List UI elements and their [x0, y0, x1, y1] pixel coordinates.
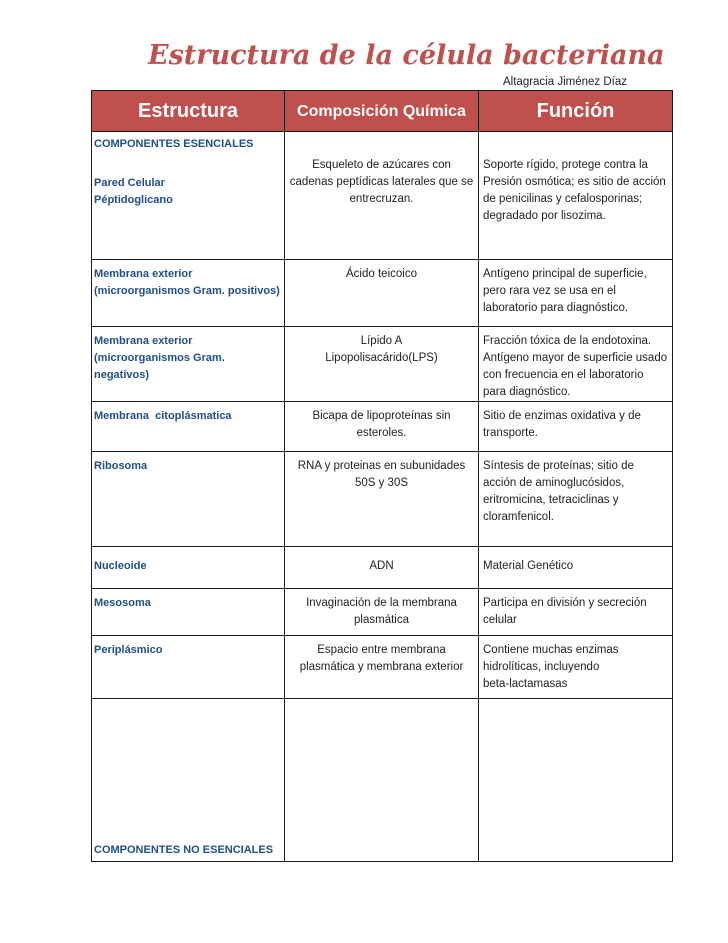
- table-row: [92, 589, 673, 636]
- structure-cell: Membrana exterior (microorganismos Gram. positivos): [92, 260, 285, 327]
- table-row: [92, 402, 673, 452]
- composition-cell: Ácido teicoico: [285, 260, 479, 327]
- structure-cell: Periplásmico: [92, 636, 285, 699]
- document-title: Estructura de la célula bacteriana: [148, 40, 665, 71]
- table-row: [92, 260, 673, 327]
- table-row: [92, 699, 673, 862]
- composition-cell: Lípido A Lipopolisacárido(LPS): [285, 327, 479, 402]
- author-name: Altagracia Jiménez Díaz: [503, 76, 627, 88]
- section-label-nonessential: COMPONENTES NO ESENCIALES: [94, 844, 274, 856]
- section-label-essential: COMPONENTES ESENCIALES: [94, 138, 254, 150]
- function-cell: Soporte rígido, protege contra la Presión osmótica; es sitio de acción de penicilinas y cefalosporinas; degradado por lisozima.: [479, 132, 673, 260]
- function-cell: Antígeno principal de superficie, pero rara vez se usa en el laboratorio para diagnóstico.: [479, 260, 673, 327]
- composition-cell: Esqueleto de azúcares con cadenas peptídicas laterales que se entrecruzan.: [285, 132, 479, 260]
- table-row: [92, 327, 673, 402]
- function-cell: Contiene muchas enzimas hidrolíticas, incluyendo beta-lactamasas: [479, 636, 673, 699]
- structure-cell: Membrana citoplásmatica: [92, 402, 285, 452]
- header-estructura: Estructura: [92, 91, 285, 132]
- structure-name: Pared Celular Péptidoglicano: [94, 177, 173, 206]
- structure-cell: [92, 699, 285, 862]
- header-row: [92, 91, 673, 132]
- function-cell: Sitio de enzimas oxidativa y de transporte.: [479, 402, 673, 452]
- structure-cell: Nucleoide: [92, 547, 285, 589]
- table-row: [92, 636, 673, 699]
- structure-cell: Ribosoma: [92, 452, 285, 547]
- structure-table: [91, 90, 673, 862]
- function-cell: Material Genético: [479, 547, 673, 589]
- header-composicion: Composición Química: [285, 91, 479, 132]
- composition-cell: ADN: [285, 547, 479, 589]
- structure-cell: [92, 132, 285, 260]
- composition-cell: Bicapa de lipoproteínas sin esteroles.: [285, 402, 479, 452]
- function-cell: Síntesis de proteínas; sitio de acción de aminoglucósidos, eritromicina, tetraciclinas y cloramfenicol.: [479, 452, 673, 547]
- structure-cell: Mesosoma: [92, 589, 285, 636]
- composition-cell: RNA y proteinas en subunidades 50S y 30S: [285, 452, 479, 547]
- function-cell: [479, 699, 673, 862]
- composition-cell: [285, 699, 479, 862]
- table-row: [92, 132, 673, 260]
- composition-cell: Invaginación de la membrana plasmática: [285, 589, 479, 636]
- composition-cell: Espacio entre membrana plasmática y membrana exterior: [285, 636, 479, 699]
- function-cell: Fracción tóxica de la endotoxina. Antígeno mayor de superficie usado con frecuencia en el laboratorio para diagnóstico.: [479, 327, 673, 402]
- header-funcion: Función: [479, 91, 673, 132]
- structure-cell: Membrana exterior (microorganismos Gram. negativos): [92, 327, 285, 402]
- table-row: [92, 547, 673, 589]
- function-cell: Participa en división y secreción celular: [479, 589, 673, 636]
- table-row: [92, 452, 673, 547]
